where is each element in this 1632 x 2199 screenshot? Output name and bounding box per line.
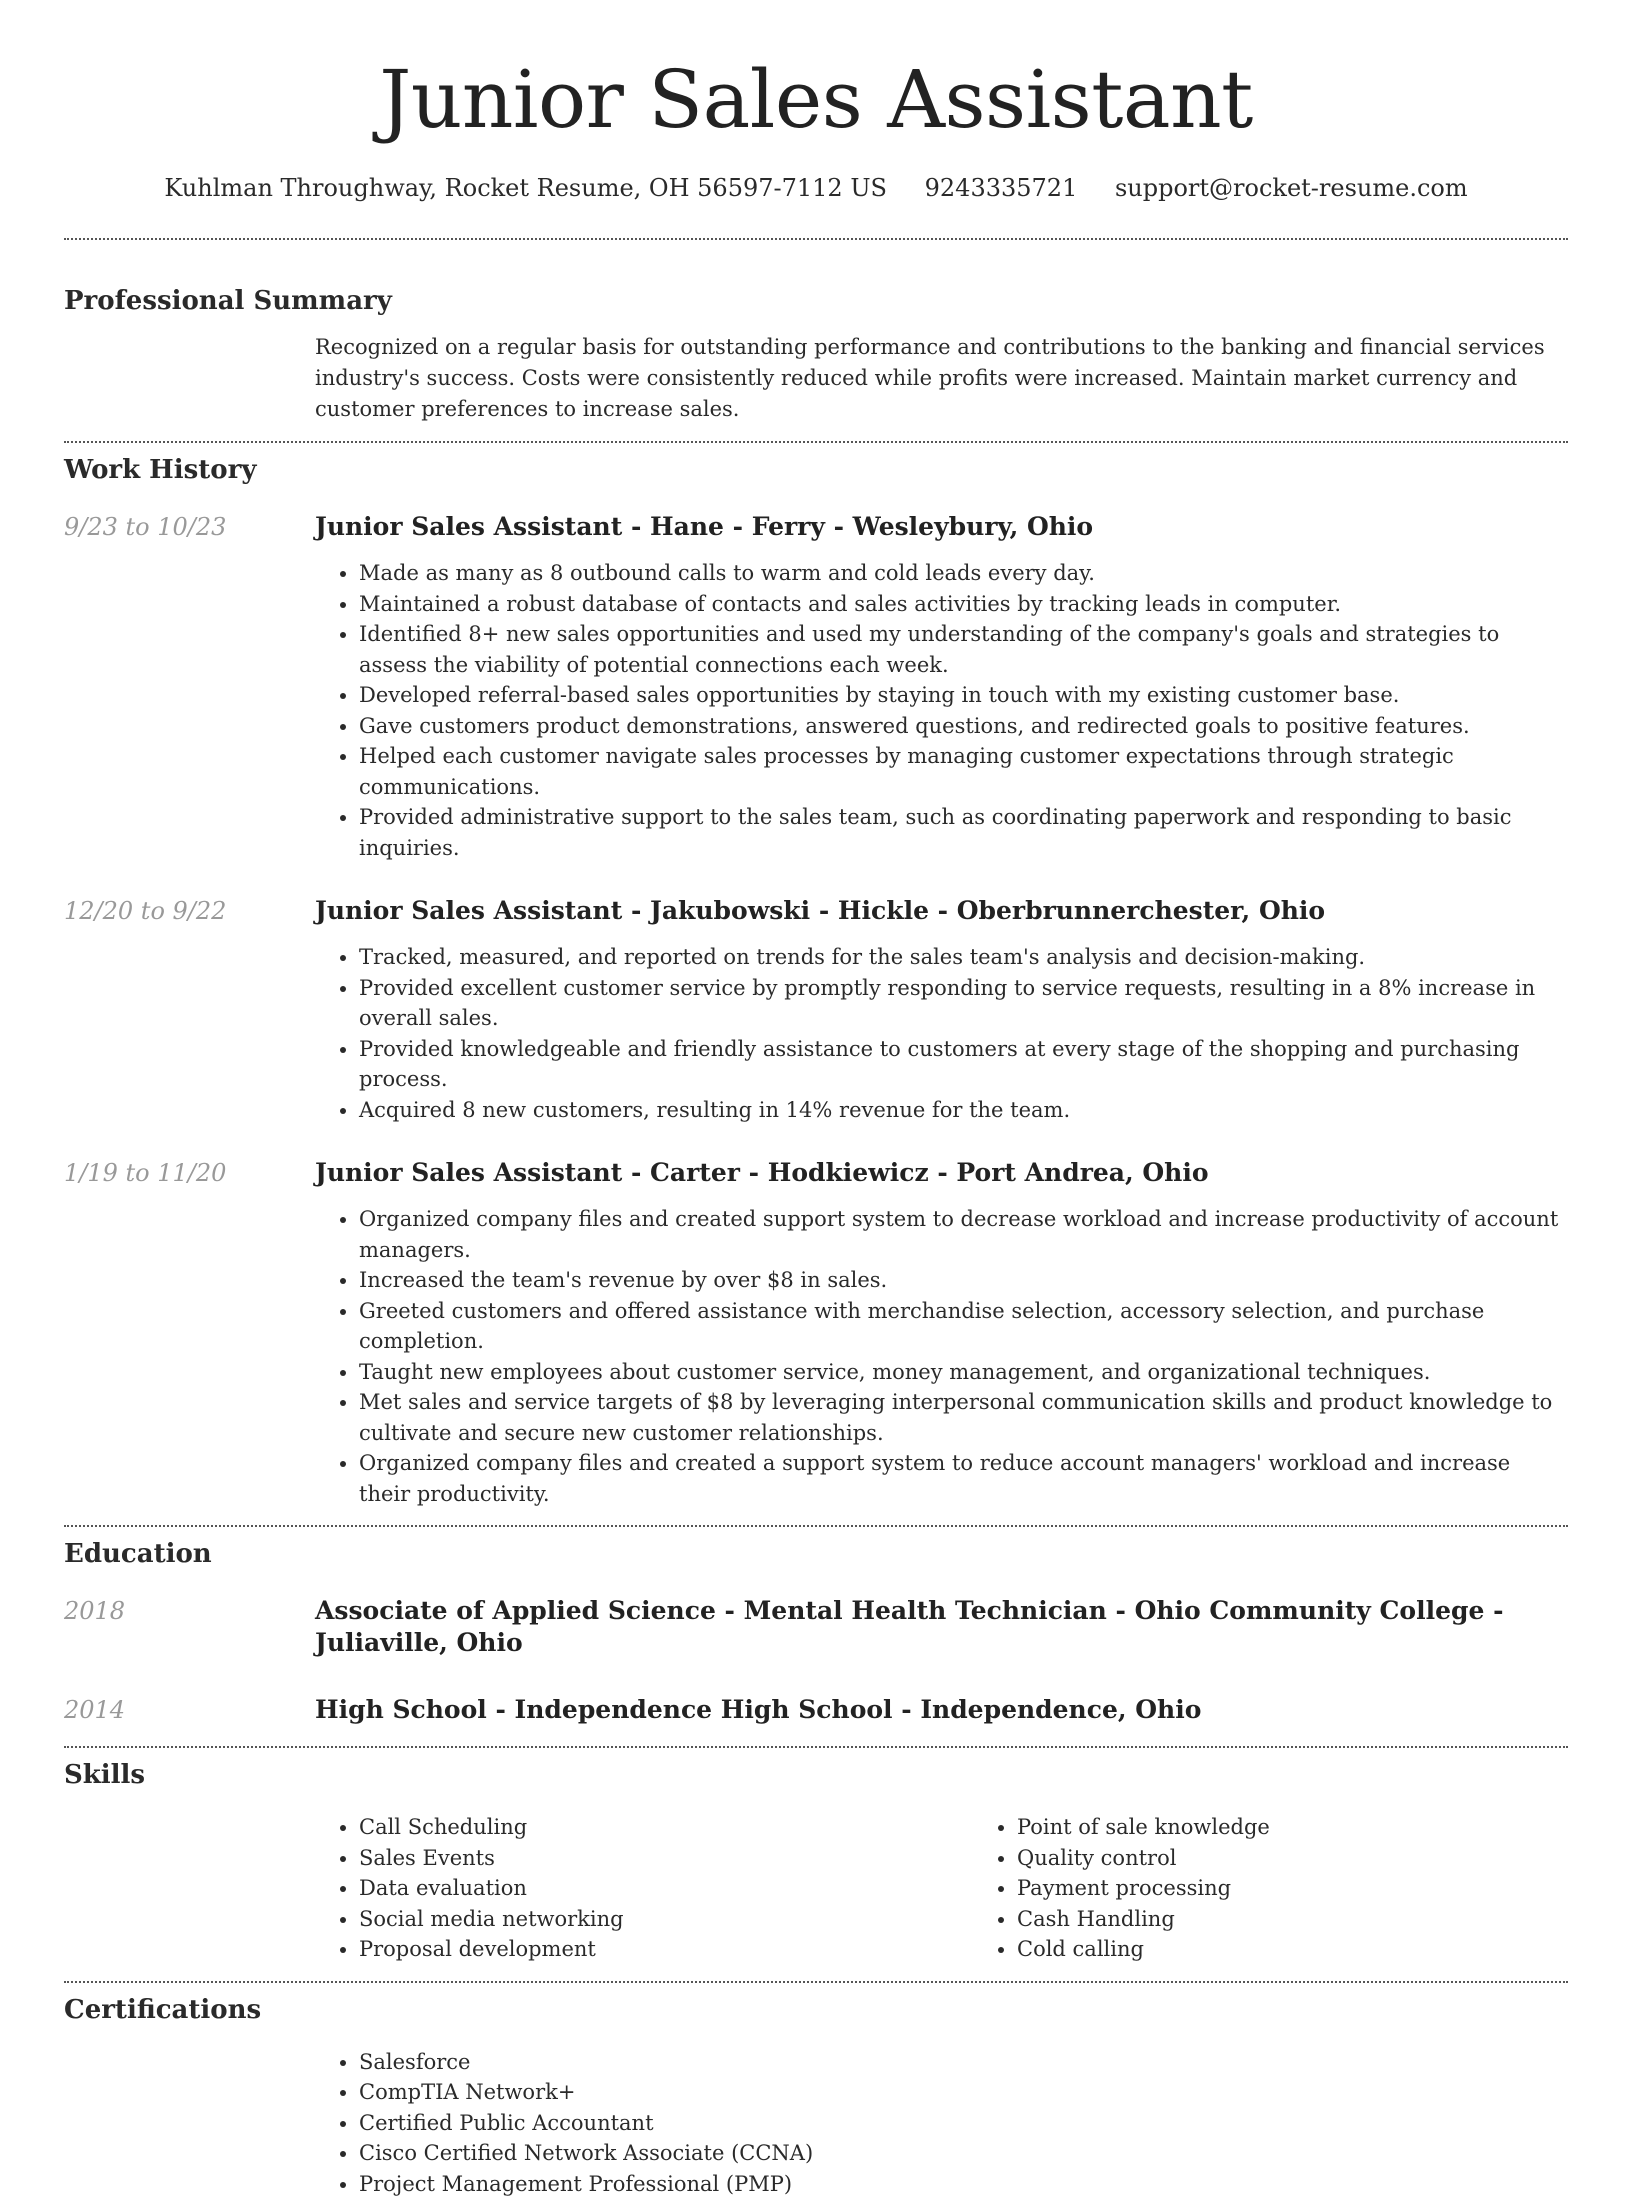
list-item: • Data evaluation: [359, 1873, 973, 1904]
list-item: • Certified Public Accountant: [359, 2108, 1568, 2139]
list-item: • Provided excellent customer service by promptly responding to service requests, resulting in a 8% increase in overall sales.: [359, 973, 1568, 1034]
section-title-summary: Professional Summary: [64, 284, 1568, 318]
job-bullets: [315, 558, 1568, 863]
list-item: • Payment processing: [1017, 1873, 1631, 1904]
list-item: • Identified 8+ new sales opportunities and used my understanding of the company's goals and strategies to assess the viability of potential connections each week.: [359, 619, 1568, 680]
contact-address: Kuhlman Throughway, Rocket Resume, OH 56597-7112 US: [164, 174, 887, 202]
job-dates: 9/23 to 10/23: [64, 511, 315, 863]
list-item: • Maintained a robust database of contacts and sales activities by tracking leads in computer.: [359, 589, 1568, 620]
certifications-section: [64, 1983, 1568, 2199]
job-dates: 12/20 to 9/22: [64, 895, 315, 1125]
list-item: • Call Scheduling: [359, 1812, 973, 1843]
list-item: • Project Management Professional (PMP): [359, 2169, 1568, 2199]
list-item: • Taught new employees about customer service, money management, and organizational techniques.: [359, 1357, 1568, 1388]
job-heading: Junior Sales Assistant - Hane - Ferry - Wesleybury, Ohio: [315, 511, 1568, 543]
contact-email: support@rocket-resume.com: [1115, 174, 1468, 202]
section-title-education: Education: [64, 1537, 1568, 1571]
list-item: • Gave customers product demonstrations, answered questions, and redirected goals to positive features.: [359, 711, 1568, 742]
education-entry: [64, 1694, 1568, 1726]
list-item: • Met sales and service targets of $8 by leveraging interpersonal communication skills and product knowledge to cultivate and secure new customer relationships.: [359, 1387, 1568, 1448]
job-bullets: [315, 1204, 1568, 1509]
resume-name: Junior Sales Assistant: [64, 0, 1568, 148]
list-item: • Organized company files and created support system to decrease workload and increase productivity of account managers.: [359, 1204, 1568, 1265]
summary-text: Recognized on a regular basis for outstanding performance and contributions to the banking and financial services industry's success. Costs were consistently reduced while profits were increased. Maintain market currency and customer preferences to increase sales.: [315, 332, 1568, 425]
list-item: • Organized company files and created a support system to reduce account managers' workload and increase their productivity.: [359, 1448, 1568, 1509]
list-item: • Point of sale knowledge: [1017, 1812, 1631, 1843]
list-item: • Developed referral-based sales opportunities by staying in touch with my existing customer base.: [359, 680, 1568, 711]
contact-line: [64, 172, 1568, 204]
summary-section: [64, 240, 1568, 425]
list-item: • Cold calling: [1017, 1934, 1631, 1965]
job-dates: 1/19 to 11/20: [64, 1157, 315, 1509]
list-item: • Cisco Certified Network Associate (CCNA): [359, 2138, 1568, 2169]
contact-phone: 9243335721: [925, 174, 1078, 202]
list-item: • Quality control: [1017, 1843, 1631, 1874]
list-item: • Provided administrative support to the sales team, such as coordinating paperwork and responding to basic inquiries.: [359, 802, 1568, 863]
list-item: • Increased the team's revenue by over $8 in sales.: [359, 1265, 1568, 1296]
list-item: • Cash Handling: [1017, 1904, 1631, 1935]
skills-grid: [315, 1812, 1631, 1965]
education-heading: High School - Independence High School - Independence, Ohio: [315, 1694, 1568, 1726]
list-item: • Sales Events: [359, 1843, 973, 1874]
section-title-certifications: Certifications: [64, 1993, 1568, 2027]
education-year: 2014: [64, 1694, 315, 1726]
list-item: • Provided knowledgeable and friendly assistance to customers at every stage of the shopping and purchasing process.: [359, 1034, 1568, 1095]
education-section: [64, 1527, 1568, 1726]
job-heading: Junior Sales Assistant - Carter - Hodkiewicz - Port Andrea, Ohio: [315, 1157, 1568, 1189]
list-item: • Social media networking: [359, 1904, 973, 1935]
skills-list-left: [315, 1812, 973, 1965]
list-item: • Salesforce: [359, 2047, 1568, 2078]
resume-page: [64, 0, 1568, 2199]
job-bullets: [315, 942, 1568, 1125]
list-item: • Helped each customer navigate sales processes by managing customer expectations through strategic communications.: [359, 741, 1568, 802]
job-heading: Junior Sales Assistant - Jakubowski - Hickle - Oberbrunnerchester, Ohio: [315, 895, 1568, 927]
work-history-section: [64, 443, 1568, 1509]
list-item: • Proposal development: [359, 1934, 973, 1965]
education-heading: Associate of Applied Science - Mental Health Technician - Ohio Community College - Juliaville, Ohio: [315, 1595, 1568, 1659]
section-title-work: Work History: [64, 453, 1568, 487]
list-item: • Made as many as 8 outbound calls to warm and cold leads every day.: [359, 558, 1568, 589]
skills-section: [64, 1748, 1568, 1965]
skills-list-right: [973, 1812, 1631, 1965]
education-year: 2018: [64, 1595, 315, 1659]
list-item: • Acquired 8 new customers, resulting in 14% revenue for the team.: [359, 1095, 1568, 1126]
list-item: • Tracked, measured, and reported on trends for the sales team's analysis and decision-making.: [359, 942, 1568, 973]
education-entry: [64, 1595, 1568, 1659]
list-item: • Greeted customers and offered assistance with merchandise selection, accessory selection, and purchase completion.: [359, 1296, 1568, 1357]
job-entry: [64, 895, 1568, 1125]
certifications-list: [315, 2047, 1568, 2199]
section-title-skills: Skills: [64, 1758, 1568, 1792]
list-item: • CompTIA Network+: [359, 2077, 1568, 2108]
job-entry: [64, 1157, 1568, 1509]
job-entry: [64, 511, 1568, 863]
